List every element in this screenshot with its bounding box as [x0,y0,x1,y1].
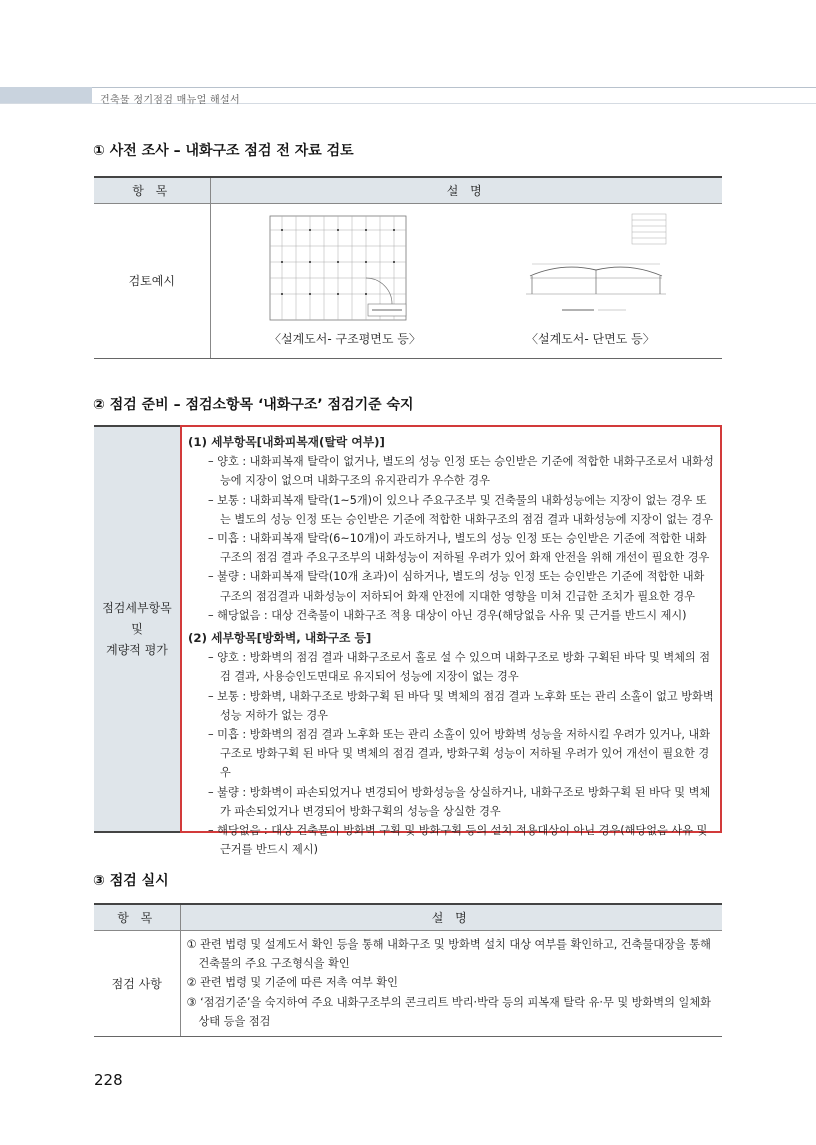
sub2-item: – 미흡 : 방화벽의 점검 결과 노후화 또는 관리 소홀이 있어 방화벽 성능을 저하시킬 우려가 있거나, 내화구조로 방화구획 된 바닥 및 벽체의 점검 결과, 방화구획 성능이 저하될 우려가 있어 개선이 필요한 경우 [208,728,711,780]
sub1-item: – 미흡 : 내화피복재 탈락(6~10개)이 과도하거나, 별도의 성능 인정 또는 승인받은 기준에 적합한 내화구조의 점검 결과 주요구조부의 내화성능이 저하될 우려가 있어 화재 안전을 위해 개선이 필요한 경우 [208,532,710,565]
section3-title: ③ 점검 실시 [93,873,169,889]
section-drawing [522,212,670,324]
section3-items-cell [180,930,722,1036]
sub1-item: – 불량 : 내화피복재 탈락(10개 초과)이 심하거나, 별도의 성능 인정 또는 승인받은 기준에 적합한 내화구조의 점검결과 내화성능이 저하되어 화재 안전에 지대한 영향을 미쳐 긴급한 조치가 필요한 경우 [208,570,705,603]
section3-item: ① 관련 법령 및 설계도서 확인 등을 통해 내화구조 및 방화벽 설치 대상 여부를 확인하고, 건축물대장을 통해 건축물의 주요 구조형식을 확인 [186,937,711,970]
section2-label-line2: 및 [131,621,143,636]
sub1-item: – 보통 : 내화피복재 탈락(1~5개)이 있으나 주요구조부 및 건축물의 내화성능에는 지장이 없는 경우 또는 별도의 성능 인정 또는 승인받은 기준에 적합한 내화구조의 점검 결과 내화성능에 지장이 없는 경우 [208,493,713,526]
section2-title: ② 점검 준비 – 점검소항목 ‘내화구조’ 점검기준 숙지 [93,397,414,413]
section1-col-item: 항 목 [94,177,210,203]
header-rule [92,87,816,88]
section2-label-line3: 계량적 평가 [106,642,168,657]
section3-col-item: 항 목 [94,904,180,930]
sub2-item: – 해당없음 : 대상 건축물이 방화벽 구획 및 방화구획 등의 설치 적용대상이 아닌 경우(해당없음 사유 및 근거를 반드시 제시) [208,824,708,857]
sub2-item: – 양호 : 방화벽의 점검 결과 내화구조로서 홀로 설 수 있으며 내화구조로 방화 구획된 바닥 및 벽체의 점검 결과, 사용승인도면대로 유지되어 성능에 지장이 없는 경우 [208,651,711,684]
section1-title: ① 사전 조사 – 내화구조 점검 전 자료 검토 [93,143,354,159]
section3-item: ② 관련 법령 및 기준에 따른 저촉 여부 확인 [186,976,398,990]
caption-plan: 〈설계도서- 구조평면도 등〉 [269,332,421,346]
sub1-item: – 양호 : 내화피복재 탈락이 없거나, 별도의 성능 인정 또는 승인받은 기준에 적합한 내화구조로서 내화성능에 지장이 없으며 내화구조의 유지관리가 우수한 경우 [208,455,714,488]
section2-label-line1: 점검세부항목 [102,600,172,615]
running-title: 건축물 정기점검 매뉴얼 해설서 [100,95,240,106]
sub2-heading: (2) 세부항목[방화벽, 내화구조 등] [188,631,372,646]
section3-table [94,903,722,1037]
structural-plan-drawing [268,212,410,324]
section3-item: ③ ‘점검기준’을 숙지하여 주요 내화구조부의 콘크리트 박리·박락 등의 피복재 탈락 유·무 및 방화벽의 일체화 상태 등을 점검 [186,995,711,1029]
sub2-item: – 불량 : 방화벽이 파손되었거나 변경되어 방화성능을 상실하거나, 내화구조로 방화구획 된 바닥 및 벽체가 파손되었거나 변경되어 방화구획의 성능을 상실한 경우 [208,785,711,818]
section3-row-label: 점검 사항 [94,930,180,1036]
section1-row-label: 검토예시 [94,203,210,358]
sub1-heading: (1) 세부항목[내화피복재(탈락 여부)] [188,435,385,449]
section2-criteria-box [180,425,722,857]
section2-label-cell [94,425,180,833]
page-number: 228 [94,1071,123,1089]
sub1-item: – 해당없음 : 대상 건축물이 내화구조 적용 대상이 아닌 경우(해당없음 사유 및 근거를 반드시 제시) [208,608,687,622]
section1-col-desc: 설 명 [210,177,722,203]
header-accent-bar [0,87,92,103]
caption-section: 〈설계도서- 단면도 등〉 [526,332,655,346]
section3-col-desc: 설 명 [180,904,722,930]
sub2-item: – 보통 : 방화벽, 내화구조로 방화구획 된 바닥 및 벽체의 점검 결과 노후화 또는 관리 소홀이 없고 방화벽 성능 저하가 없는 경우 [208,689,714,722]
